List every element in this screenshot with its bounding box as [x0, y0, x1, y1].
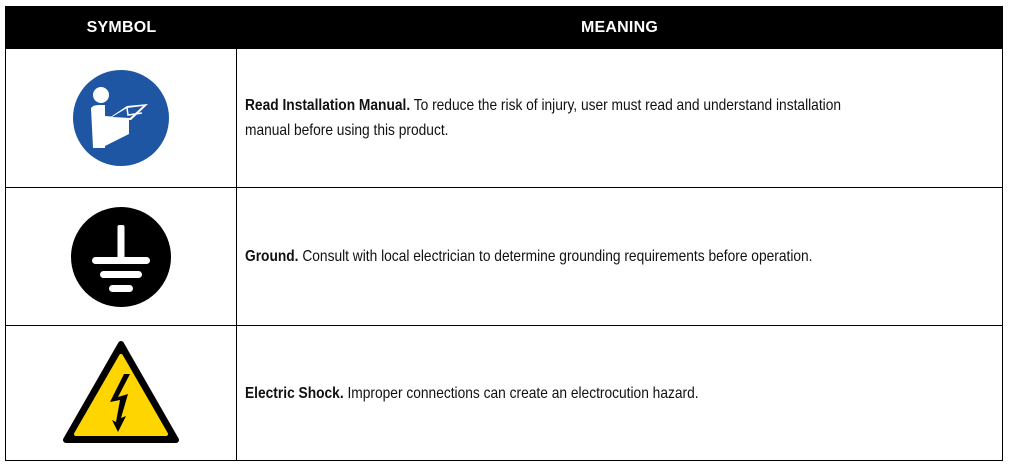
meaning-title: Ground.	[245, 248, 299, 265]
meaning-cell	[245, 49, 985, 187]
meaning-cell	[245, 326, 985, 460]
table-row	[6, 187, 1002, 325]
column-divider	[236, 49, 237, 460]
meaning-text: Consult with local electrician to determine grounding requirements before operation.	[298, 248, 813, 265]
read-manual-icon	[71, 68, 171, 168]
ground-icon	[69, 205, 173, 309]
meaning-title: Read Installation Manual.	[245, 97, 411, 114]
table-header	[6, 7, 1002, 49]
meaning-cell	[245, 188, 985, 325]
meaning-text: Improper connections can create an electrocution hazard.	[343, 384, 699, 402]
header-meaning: MEANING	[581, 19, 658, 36]
table-row	[6, 49, 1002, 187]
electric-shock-icon	[62, 340, 180, 446]
symbol-table	[5, 6, 1003, 461]
meaning-text: To reduce the risk of injury, user must read and understand installation manual before using this product.	[245, 97, 842, 139]
symbol-cell	[6, 326, 236, 460]
meaning-title: Electric Shock.	[245, 384, 344, 402]
symbol-cell	[6, 188, 236, 325]
symbol-cell	[6, 49, 236, 187]
header-symbol: SYMBOL	[86, 19, 157, 36]
table-row	[6, 325, 1002, 460]
